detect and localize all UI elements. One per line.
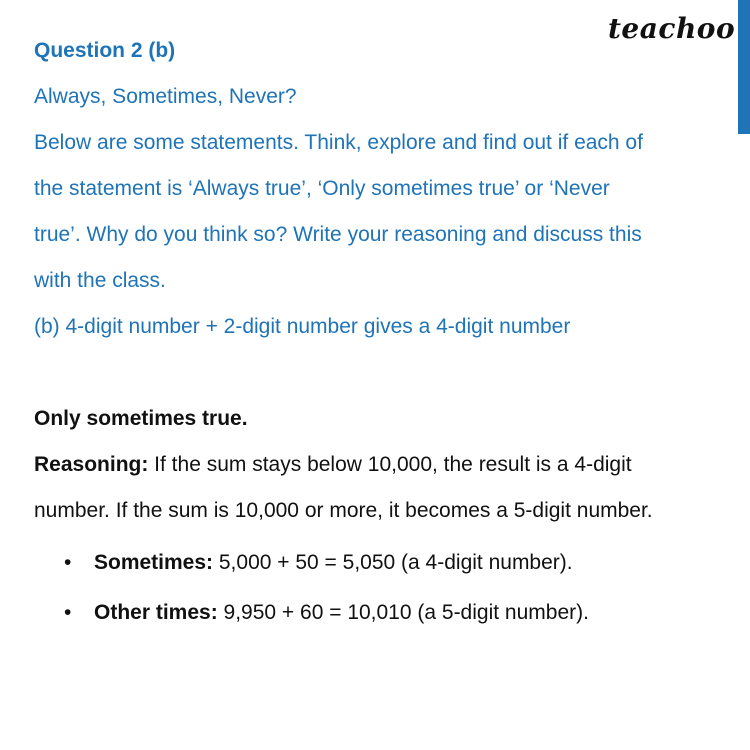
question-text-line: the statement is ‘Always true’, ‘Only sometimes true’ or ‘Never (34, 177, 610, 200)
list-item (34, 588, 734, 638)
list-item (34, 538, 734, 588)
example-label: Sometimes: (94, 551, 214, 574)
question-title: Always, Sometimes, Never? (34, 85, 297, 108)
bullet-icon: • (64, 601, 72, 624)
reasoning-text: If the sum stays below 10,000, the result is a 4-digit (148, 453, 632, 476)
question-heading: Question 2 (b) (34, 39, 176, 62)
answer-block (34, 396, 734, 638)
reasoning-line (34, 442, 734, 488)
reasoning-line: number. If the sum is 10,000 or more, it becomes a 5-digit number. (34, 499, 653, 522)
bullet-icon: • (64, 551, 72, 574)
scrollbar-thumb[interactable] (738, 0, 750, 134)
question-text-line: Below are some statements. Think, explore and find out if each of (34, 131, 643, 154)
teachoo-logo: teachoo (608, 12, 736, 45)
question-statement: (b) 4-digit number + 2-digit number gives a 4-digit number (34, 315, 571, 338)
question-text-line: true’. Why do you think so? Write your reasoning and discuss this (34, 223, 642, 246)
example-text: 9,950 + 60 = 10,010 (a 5-digit number). (217, 601, 589, 624)
reasoning-label: Reasoning: (34, 453, 149, 476)
example-list (34, 538, 734, 638)
question-block (34, 28, 734, 350)
question-text-line: with the class. (34, 269, 166, 292)
answer-conclusion: Only sometimes true. (34, 407, 248, 430)
example-label: Other times: (94, 601, 218, 624)
example-text: 5,000 + 50 = 5,050 (a 4-digit number). (213, 551, 573, 574)
